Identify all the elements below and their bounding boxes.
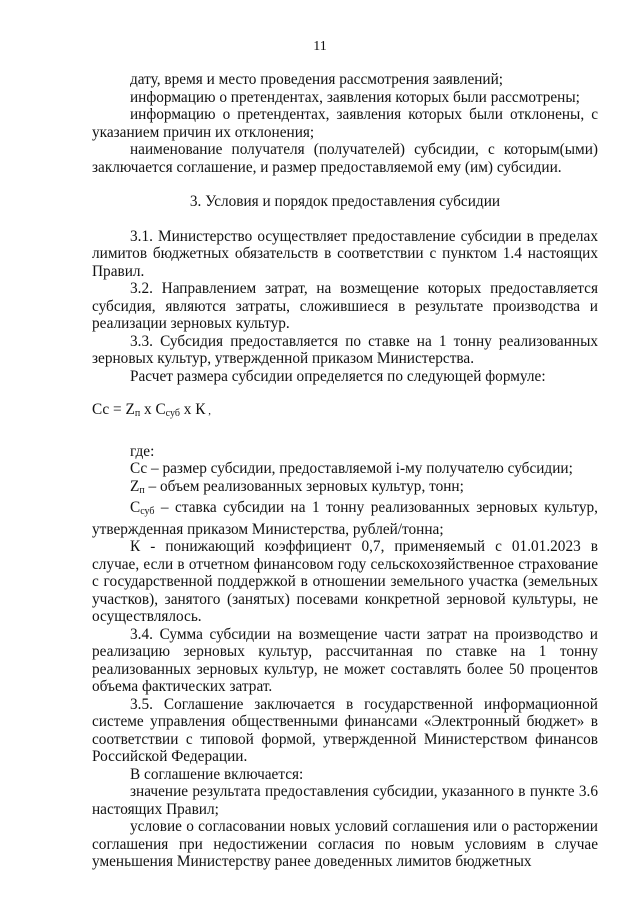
list-item: информацию о претендентах, заявления которых были рассмотрены; xyxy=(130,88,580,106)
include-item: условие о согласовании новых условий соглашения или о расторжении соглашения при недостижении согласия по новым условиям в случае уменьшения Министерству ранее доведенных лимитов бюджетных xyxy=(92,818,598,870)
list-item: информацию о претендентах, заявления которых были отклонены, с указанием причин их отклонения; xyxy=(92,106,598,141)
agreement-includes: В соглашение включается: xyxy=(130,765,304,783)
paragraph-3-1: 3.1. Министерство осуществляет предоставление субсидии в пределах лимитов бюджетных обязательств в соответствии с пунктом 1.4 настоящих Правил. xyxy=(92,227,598,280)
paragraph-3-3: 3.3. Субсидия предоставляется по ставке на 1 тонну реализованных зерновых культур, утвержденной приказом Министерства. xyxy=(92,332,598,367)
calculation-intro: Расчет размера субсидии определяется по следующей формуле: xyxy=(130,367,546,385)
page-number: 11 xyxy=(313,39,327,54)
paragraph-3-2: 3.2. Направлением затрат, на возмещение которых предоставляется субсидия, являются затраты, сложившиеся в результате производства и реализации зерновых культур. xyxy=(92,280,598,332)
paragraph-3-5: 3.5. Соглашение заключается в государственной информационной системе управления общественными финансами «Электронный бюджет» в соответствии с типовой формой, утвержденной Министерством финансов Российской Федерации. xyxy=(92,695,598,765)
definition-z: $Z_п$ – объем реализованных зерновых культур, тонн; xyxy=(130,477,464,496)
document-body xyxy=(92,71,598,871)
definition-cc: Сс – размер субсидии, предоставляемой i-му получателю субсидии; xyxy=(130,460,573,477)
definition-k: К - понижающий коэффициент 0,7, применяемый с 01.01.2023 в случае, если в отчетном финансовом году сельскохозяйственное страхование с государственной поддержкой в отношении земельного участка (земельных участков), занятого (занятых) посевами конкретной зерновой культуры, не осуществлялось. xyxy=(92,538,598,625)
list-item: наименование получателя (получателей) субсидии, с которым(ыми) заключается соглашение, и размер предоставляемой ему (им) субсидии. xyxy=(92,141,598,176)
subsidy-formula: Сс = $Z_п$ х $С_{суб}$ х К , xyxy=(92,401,211,419)
include-item: значение результата предоставления субсидии, указанного в пункте 3.6 настоящих Правил; xyxy=(92,783,598,818)
section-heading: 3. Условия и порядок предоставления субсидии xyxy=(189,193,501,210)
where-label: где: xyxy=(130,442,155,460)
list-item: дату, время и место проведения рассмотрения заявлений; xyxy=(130,71,504,88)
paragraph-3-4: 3.4. Сумма субсидии на возмещение части затрат на производство и реализацию зерновых культур, рассчитанная по ставке на 1 тонну реализованных зерновых культур, не может составлять более 50 процентов объема фактических затрат. xyxy=(92,625,598,695)
definition-c: $С_{суб}$ – ставка субсидии на 1 тонну реализованных зерновых культур, утвержденная приказом Министерства, рублей/тонна; xyxy=(92,499,598,538)
